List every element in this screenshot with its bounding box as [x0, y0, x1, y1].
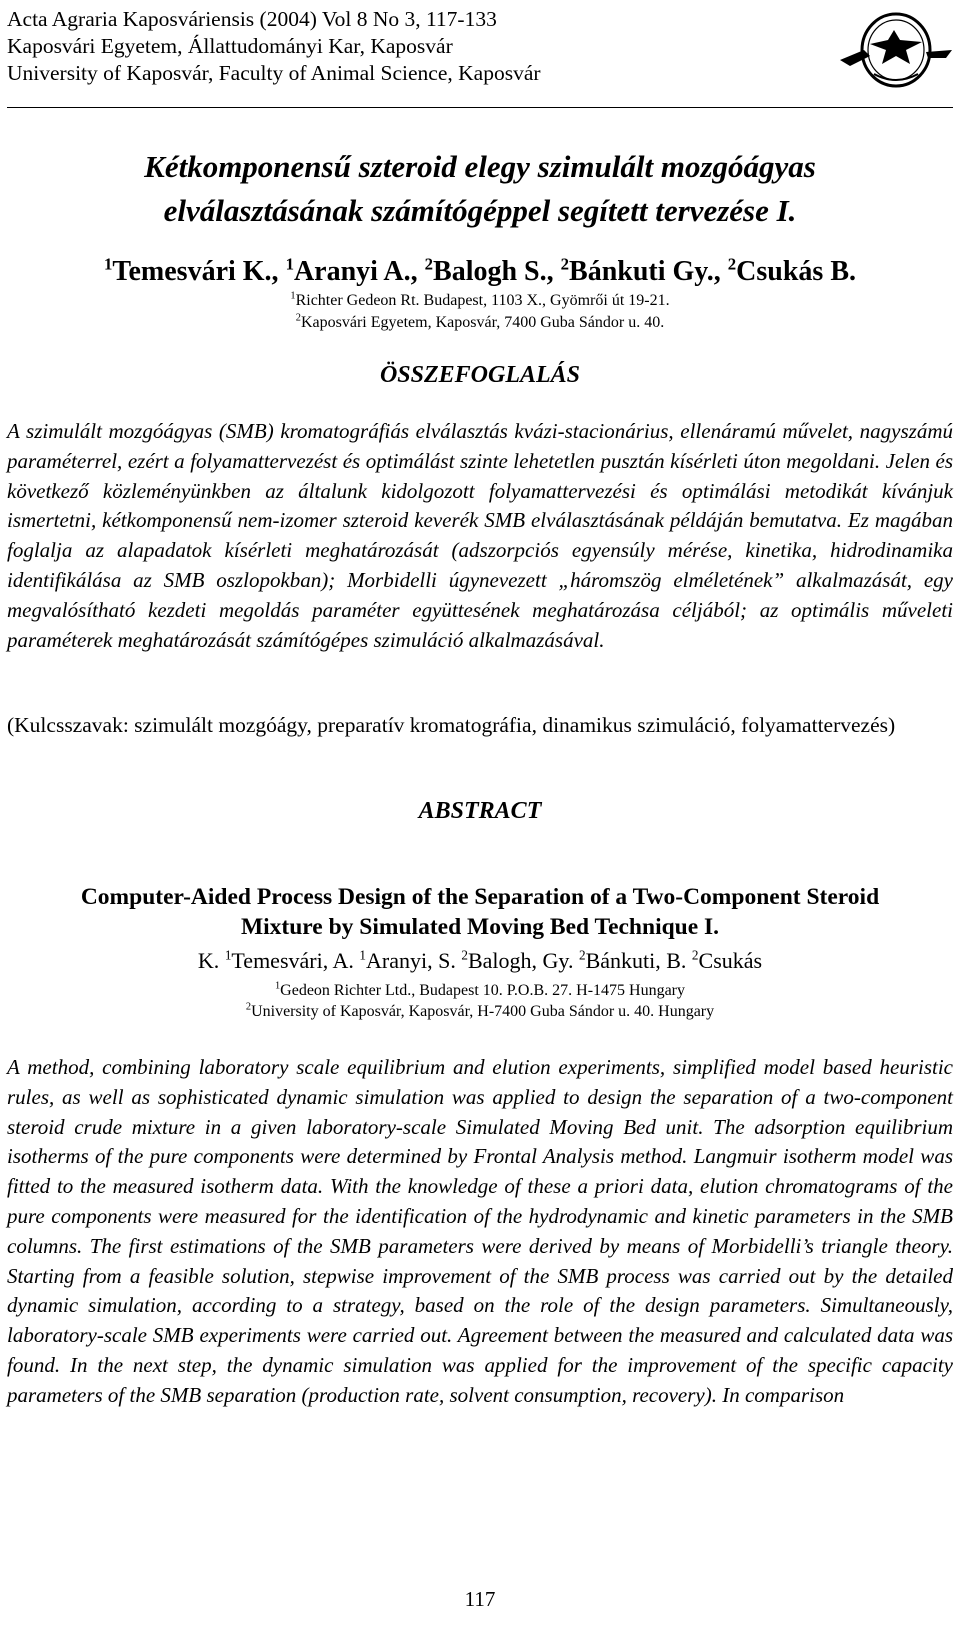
- authors-hu: [0, 256, 960, 288]
- abstract-paragraph: A method, combining laboratory scale equilibrium and elution experiments, simplified model based heuristic rules, as well as sophisticated dynamic simulation was applied to design the separation of a two-component steroid crude mixture in a given laboratory-scale Simulated Moving Bed unit. The adsorption equilibrium isotherms of the pure components were determined by Frontal Analysis method. Langmuir isotherm model was fitted to the measured isotherm data. With the knowledge of these a priori data, elution chromatograms of the pure components were measured for the identification of the hydrodynamic and kinetic parameters in the SMB columns. The first estimations of the SMB parameters were derived by means of Morbidelli’s triangle theory. Starting from a feasible solution, stepwise improvement of the SMB process was carried out by the detailed dynamic simulation, according to a strategy, based on the role of the design parameters. Simultaneously, laboratory-scale SMB experiments were carried out. Agreement between the measured and calculated data was found. In the next step, the dynamic simulation was applied for the improvement of the specific capacity parameters of the SMB separation (production rate, solvent consumption, recovery). In comparison: [7, 1055, 953, 1407]
- title-en-line1: Computer-Aided Process Design of the Separation of a Two-Component Steroid: [80, 884, 880, 910]
- page-number: 117: [464, 1587, 496, 1611]
- author-affiliation-mark: 1: [359, 947, 366, 963]
- author-affiliation-mark: 2: [461, 947, 468, 963]
- author-affiliation-mark: 2: [691, 947, 699, 963]
- summary-paragraph: A szimulált mozgóágyas (SMB) kromatográfiás elválasztás kvázi-stacionárius, ellenáramú művelet, nagyszámú paraméterrel, ezért a folyamattervezést és optimálást szinte lehetetlen pusztán kísérleti úton megoldani. Jelen és következő közleményünkben az általunk kidolgozott folyamattervezési és optimálási metodikát kívánjuk ismertetni, kétkomponensű nem-izomer szteroid keverék SMB elválasztásának példáján bemutatva. Ez magában foglalja az alapadatok kísérleti meghatározását (adszorpciós egyensúly mérése, kinetika, hidrodinamika identifikálása az SMB oszlopokban); Morbidelli úgynevezett „háromszög elméletének” alkalmazását, egy megvalósítható kezdeti megoldás paraméter együttesének meghatározása céljából; az optimális műveleti paraméterek meghatározását számítógépes szimuláció alkalmazásával.: [7, 419, 953, 652]
- author-name: Aranyi A.,: [293, 256, 425, 287]
- author-initial: Gy.: [542, 948, 579, 973]
- author-initial: K.: [197, 948, 225, 973]
- author-name: Csukás: [698, 948, 763, 973]
- author-name: Balogh,: [467, 948, 543, 973]
- affiliation-en-1: [0, 982, 960, 1000]
- author-initial: A.: [332, 948, 360, 973]
- author-affiliation-mark: 2: [560, 254, 570, 274]
- author-name: Csukás B.: [736, 256, 856, 287]
- author-affiliation-mark: 1: [224, 947, 232, 963]
- author-affiliation-mark: 1: [104, 254, 113, 274]
- affiliation-en-2: [0, 1003, 960, 1021]
- author-affiliation-mark: 1: [285, 254, 294, 274]
- author-initial: B.: [666, 948, 692, 973]
- abstract-heading: ABSTRACT: [418, 798, 542, 824]
- author-name: Temesvári,: [231, 948, 333, 973]
- journal-header: [7, 6, 541, 87]
- affiliation-text: Gedeon Richter Ltd., Budapest 10. P.O.B. 27. H-1475 Hungary: [280, 982, 686, 999]
- university-seal-icon: [830, 0, 958, 100]
- author-affiliation-mark: 2: [424, 254, 434, 274]
- affiliation-text: Kaposvári Egyetem, Kaposvár, 7400 Guba Sándor u. 40.: [300, 314, 665, 331]
- keywords-hu: (Kulcsszavak: szimulált mozgóágy, preparatív kromatográfia, dinamikus szimuláció, folyamattervezés): [7, 713, 896, 737]
- affiliation-hu-1: [0, 292, 960, 310]
- authors-en: [0, 948, 960, 974]
- author-name: Balogh S.,: [433, 256, 561, 287]
- affiliation-mark: 1: [274, 980, 281, 992]
- journal-citation: Acta Agraria Kaposváriensis (2004) Vol 8 No 3, 117-133: [7, 7, 497, 31]
- author-name: Temesvári K.,: [112, 256, 286, 287]
- title-hu-line1: Kétkomponensű szteroid elegy szimulált mozgóágyas: [144, 149, 816, 184]
- paper-title-hu: [0, 145, 960, 233]
- title-hu-line2: elválasztásának számítógéppel segített tervezése I.: [163, 193, 797, 228]
- author-name: Aranyi,: [366, 948, 439, 973]
- author-name: Bánkuti Gy.,: [569, 256, 728, 287]
- affiliation-text: University of Kaposvár, Kaposvár, H-7400 Guba Sándor u. 40. Hungary: [251, 1003, 715, 1020]
- journal-institution-hu: Kaposvári Egyetem, Állattudományi Kar, Kaposvár: [7, 34, 453, 58]
- journal-institution-en: University of Kaposvár, Faculty of Animal Science, Kaposvár: [7, 61, 541, 85]
- title-en-line2: Mixture by Simulated Moving Bed Technique I.: [240, 914, 720, 940]
- affiliation-mark: 1: [290, 290, 296, 302]
- author-affiliation-mark: 2: [727, 254, 737, 274]
- affiliation-mark: 2: [245, 1001, 252, 1013]
- affiliation-mark: 2: [295, 312, 301, 324]
- summary-heading: ÖSSZEFOGLALÁS: [379, 362, 581, 388]
- author-initial: S.: [438, 948, 462, 973]
- header-divider: [7, 107, 953, 108]
- affiliation-text: Richter Gedeon Rt. Budapest, 1103 X., Gyömrői út 19-21.: [295, 292, 670, 309]
- affiliation-hu-2: [0, 314, 960, 332]
- author-affiliation-mark: 2: [578, 947, 586, 963]
- author-name: Bánkuti,: [585, 948, 667, 973]
- paper-title-en: [0, 882, 960, 942]
